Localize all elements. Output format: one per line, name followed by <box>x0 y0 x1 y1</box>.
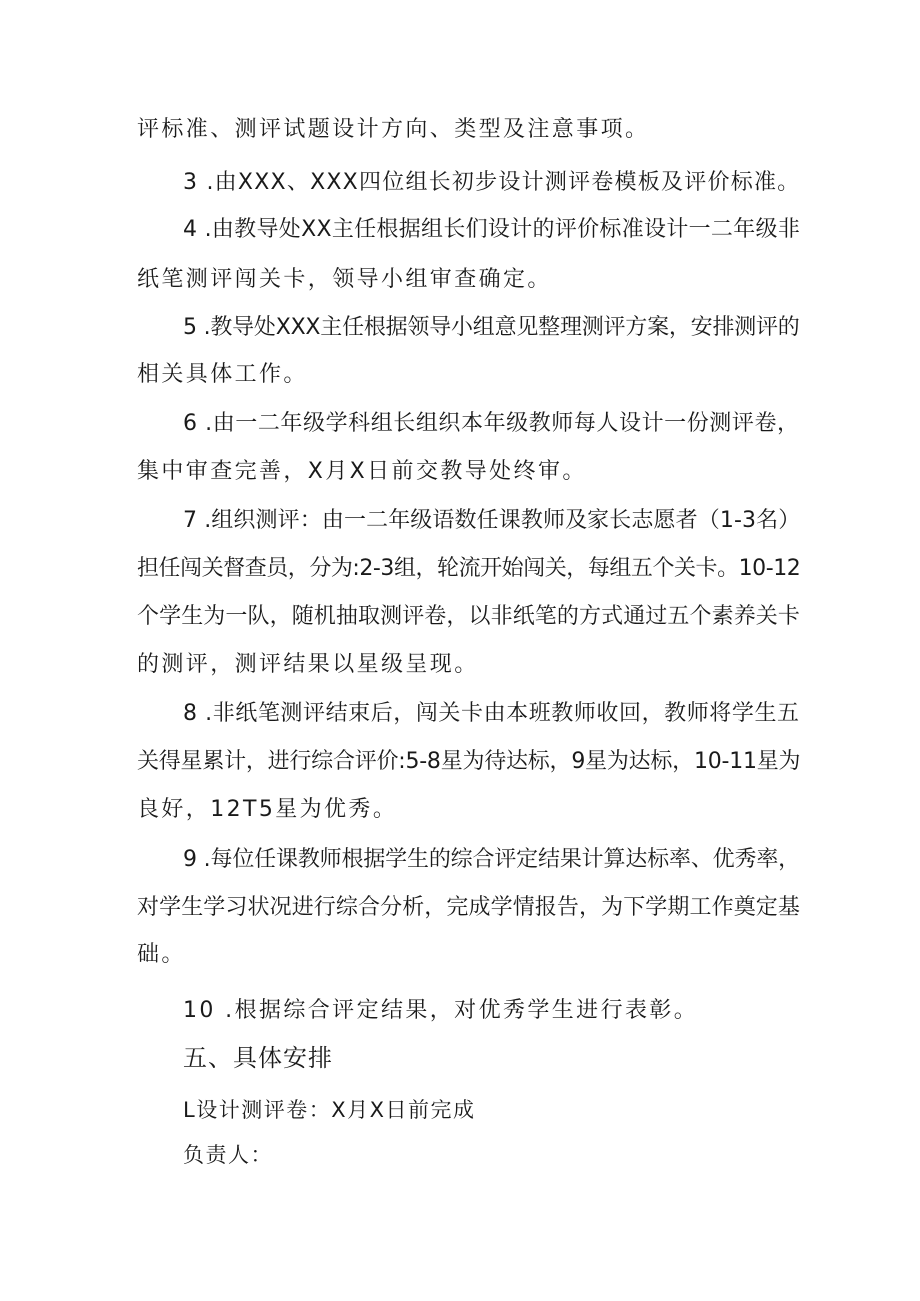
list-item-7-cont: 的测评，测评结果以星级呈现。 <box>137 652 479 677</box>
sub-item-owner: 负责人： <box>183 1143 273 1167</box>
list-item-8: 8 .非纸笔测评结束后，闯关卡由本班教师收回，教师将学生五 <box>183 701 800 726</box>
list-item-7-cont: 担任闯关督查员，分为:2-3组，轮流开始闯关，每组五个关卡。10-12 <box>137 556 801 581</box>
list-item-10: 10 .根据综合评定结果，对优秀学生进行表彰。 <box>183 998 699 1023</box>
list-item-9-cont: 对学生学习状况进行综合分析，完成学情报告，为下学期工作奠定基 <box>137 895 801 920</box>
sub-item-design: L设计测评卷：X月X日前完成 <box>183 1098 476 1122</box>
list-item-6-cont: 集中审查完善，X月X日前交教导处终审。 <box>137 459 587 484</box>
list-item-9-cont: 础。 <box>137 942 186 967</box>
list-item-7: 7 .组织测评：由一二年级语数任课教师及家长志愿者（1-3名） <box>183 508 801 533</box>
list-item-3: 3 .由XXX、XXX四位组长初步设计测评卷模板及评价标准。 <box>183 170 801 195</box>
list-item-8-cont: 良好，12T5星为优秀。 <box>137 797 398 822</box>
list-item-6: 6 .由一二年级学科组长组织本年级教师每人设计一份测评卷， <box>183 411 800 436</box>
list-item-9: 9 .每位任课教师根据学生的综合评定结果计算达标率、优秀率， <box>183 847 800 872</box>
list-item-4: 4 .由教导处XX主任根据组长们设计的评价标准设计一二年级非 <box>183 217 801 242</box>
list-item-5-cont: 相关具体工作。 <box>137 362 308 387</box>
section-heading: 五、具体安排 <box>183 1044 333 1072</box>
paragraph-line: 评标准、测评试题设计方向、类型及注意事项。 <box>137 117 650 142</box>
list-item-7-cont: 个学生为一队，随机抽取测评卷，以非纸笔的方式通过五个素养关卡 <box>137 604 801 629</box>
list-item-8-cont: 关得星累计，进行综合评价:5-8星为待达标，9星为达标，10-11星为 <box>137 749 801 774</box>
list-item-4-cont: 纸笔测评闯关卡，领导小组审查确定。 <box>137 267 552 292</box>
list-item-5: 5 .教导处XXX主任根据领导小组意见整理测评方案，安排测评的 <box>183 315 800 340</box>
